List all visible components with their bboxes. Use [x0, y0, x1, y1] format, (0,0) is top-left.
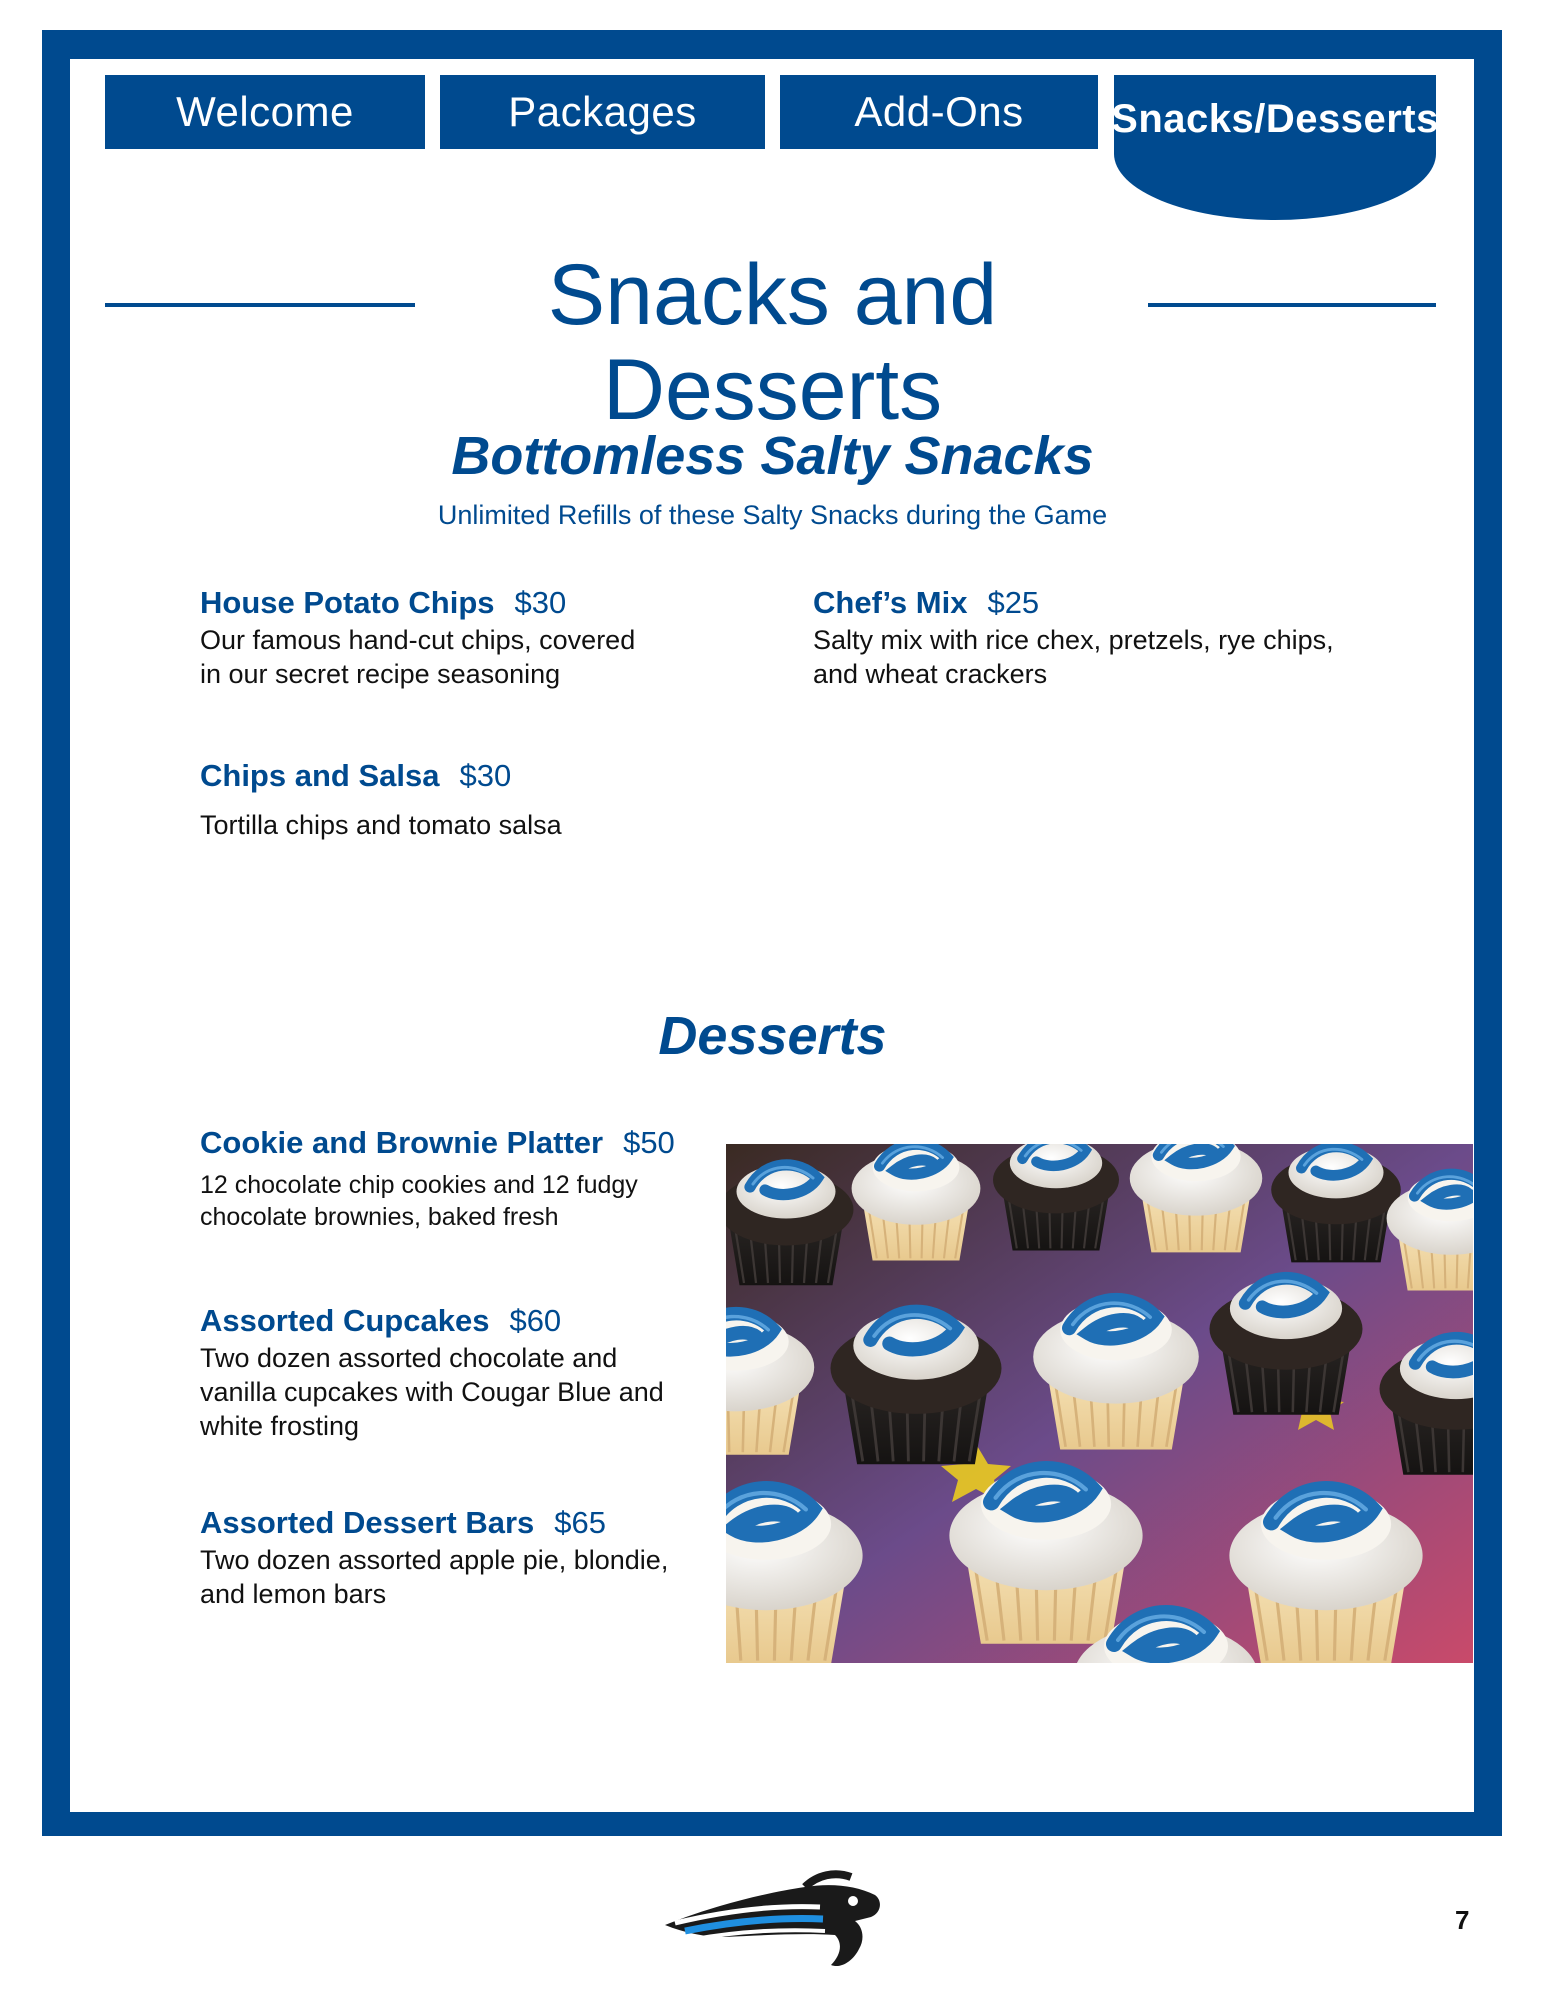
item-description-line: 12 chocolate chip cookies and 12 fudgy: [200, 1171, 638, 1199]
tab-welcome[interactable]: [105, 75, 425, 149]
item-name: Chips and Salsa: [200, 758, 440, 793]
menu-item-assorted-dessert-bars: [200, 1505, 668, 1611]
tab-packages-label: Packages: [508, 88, 697, 135]
page-number: 7: [1455, 1905, 1470, 1935]
snacks-section-title: Bottomless Salty Snacks: [451, 426, 1094, 486]
menu-item-cookie-brownie-platter: [200, 1125, 675, 1233]
item-description-line: and wheat crackers: [813, 659, 1048, 689]
item-description-line: Salty mix with rice chex, pretzels, rye chips,: [813, 625, 1334, 655]
cougar-head-logo: [655, 1865, 890, 1973]
item-description-line: Two dozen assorted chocolate and: [200, 1343, 618, 1373]
item-description: [200, 808, 562, 842]
item-name: Assorted Dessert Bars: [200, 1505, 535, 1540]
item-name: Chef’s Mix: [813, 585, 968, 620]
title-rule-left: [105, 303, 415, 307]
tab-add-ons-label: Add-Ons: [854, 88, 1024, 135]
item-description: [813, 623, 1334, 691]
tab-add-ons[interactable]: [780, 75, 1098, 149]
item-name: House Potato Chips: [200, 585, 495, 620]
item-price: $30: [514, 585, 567, 620]
item-description: [200, 1543, 668, 1611]
item-description-line: vanilla cupcakes with Cougar Blue and: [200, 1377, 664, 1407]
tab-welcome-label: Welcome: [176, 88, 354, 135]
item-description-line: Our famous hand-cut chips, covered: [200, 625, 636, 655]
item-description-line: white frosting: [200, 1411, 360, 1441]
item-description-line: and lemon bars: [200, 1579, 387, 1609]
page-title: Snacks and Desserts: [547, 247, 998, 438]
menu-item-assorted-cupcakes: [200, 1303, 664, 1443]
menu-item-house-potato-chips: [200, 585, 635, 691]
snacks-section-subtitle: Unlimited Refills of these Salty Snacks during the Game: [437, 500, 1108, 530]
tab-snacks-desserts[interactable]: [1111, 75, 1439, 220]
item-price: $50: [623, 1125, 675, 1160]
item-price: $25: [987, 585, 1040, 620]
item-description: [200, 1169, 675, 1233]
item-name: Cookie and Brownie Platter: [200, 1125, 604, 1160]
item-price: $60: [509, 1303, 562, 1338]
menu-item-chips-and-salsa: [200, 758, 562, 842]
item-name: Assorted Cupcakes: [200, 1303, 490, 1338]
menu-item-chefs-mix: [813, 585, 1334, 691]
item-description-line: chocolate brownies, baked fresh: [200, 1203, 559, 1231]
tab-snacks-desserts-label: Snacks/Desserts: [1111, 97, 1439, 141]
item-description-line: Two dozen assorted apple pie, blondie,: [200, 1545, 669, 1575]
item-price: $30: [459, 758, 512, 793]
item-description: [200, 623, 635, 691]
item-description-line: Tortilla chips and tomato salsa: [200, 810, 562, 840]
item-description: [200, 1341, 664, 1443]
title-rule-right: [1148, 303, 1436, 307]
tab-packages[interactable]: [440, 75, 765, 149]
item-description-line: in our secret recipe seasoning: [200, 659, 561, 689]
item-price: $65: [554, 1505, 606, 1540]
cupcakes-photo: [726, 1144, 1473, 1663]
desserts-section-title: Desserts: [658, 1006, 887, 1066]
